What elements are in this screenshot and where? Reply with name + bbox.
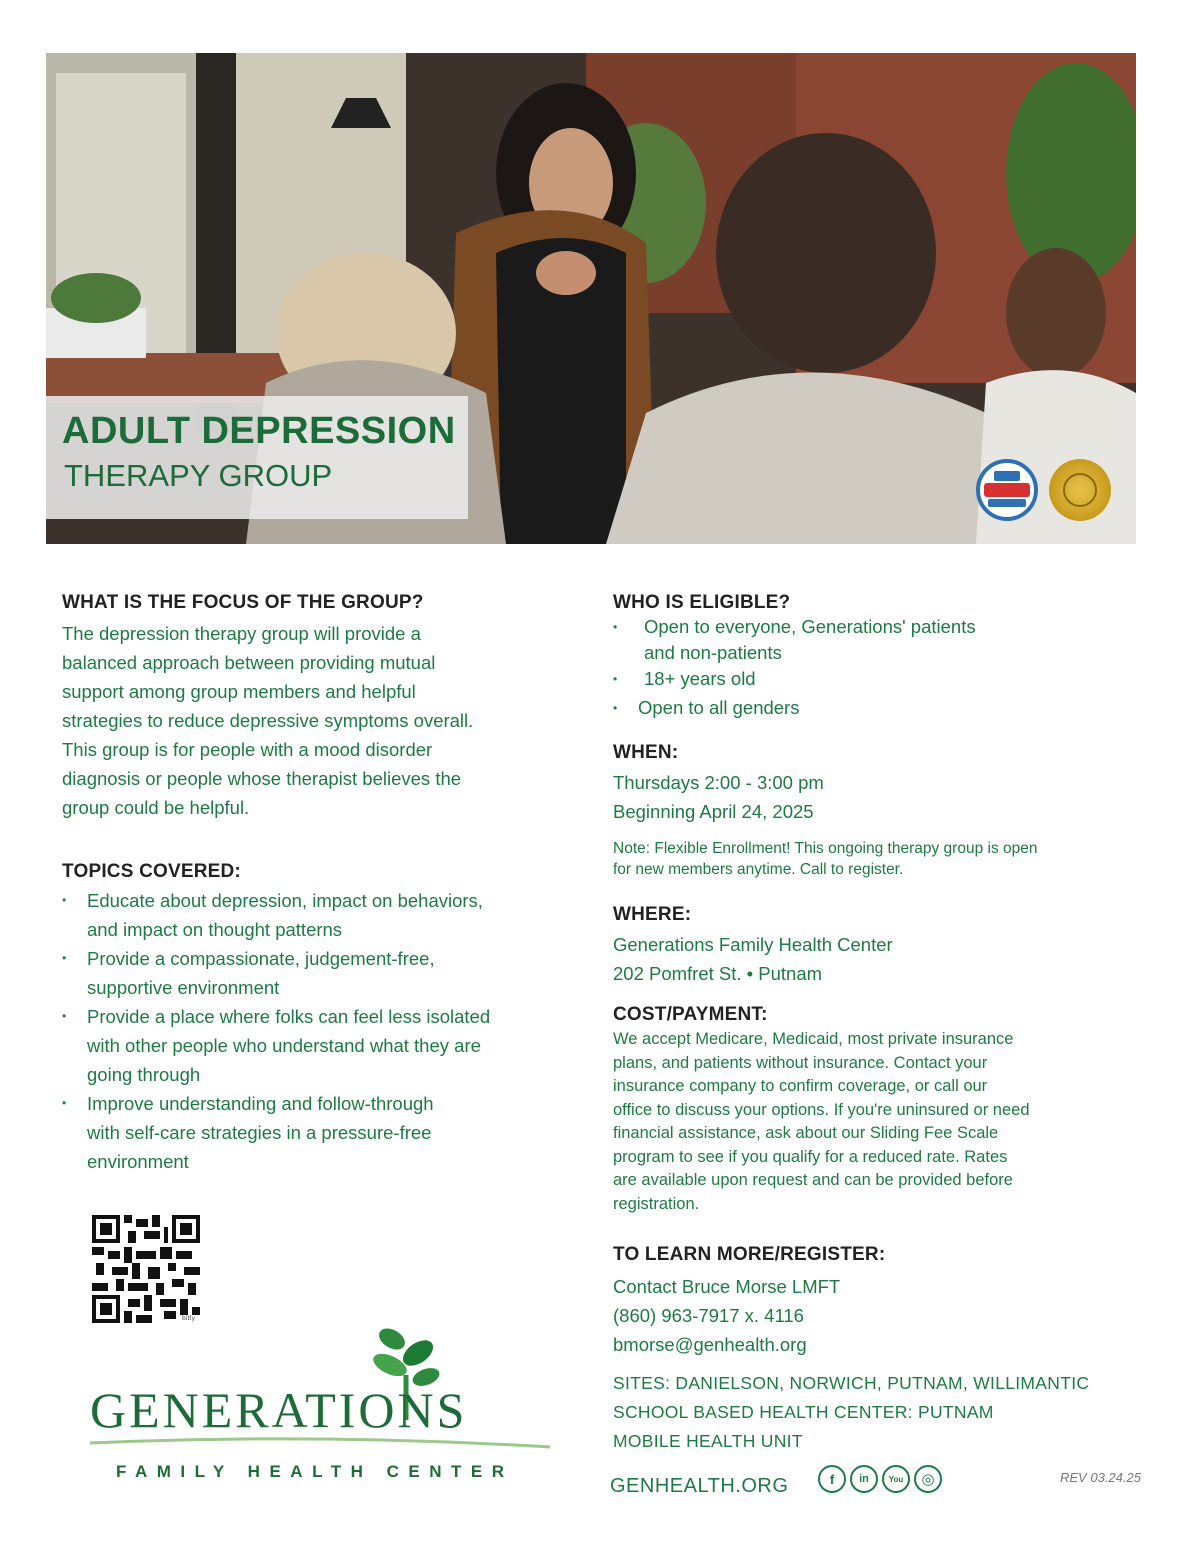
page-subtitle: THERAPY GROUP: [64, 458, 333, 493]
qr-code[interactable]: [92, 1215, 200, 1323]
hero-photo-banner: [46, 53, 1136, 544]
revision-date: REV 03.24.25: [1060, 1470, 1141, 1485]
list-item: • Open to all genders: [613, 695, 976, 721]
enrollment-note: Note: Flexible Enrollment! This ongoing therapy group is open for new members anytime. Call to register.: [613, 840, 1038, 878]
qr-caption: bitly: [182, 1315, 196, 1322]
cost-heading: COST/PAYMENT:: [613, 1004, 768, 1025]
youtube-icon[interactable]: You: [882, 1465, 910, 1493]
topics-list: [62, 886, 490, 1176]
register-contact: [613, 1272, 840, 1359]
facebook-icon[interactable]: f: [818, 1465, 846, 1493]
list-item: • Provide a place where folks can feel less isolated with other people who understand what they are going through: [62, 1002, 490, 1089]
logo-wordmark: GENERATIONS: [90, 1382, 468, 1438]
focus-heading: WHAT IS THE FOCUS OF THE GROUP?: [62, 592, 424, 613]
contact-email[interactable]: bmorse@genhealth.org: [613, 1334, 807, 1355]
social-links: [818, 1465, 942, 1493]
eligible-heading: WHO IS ELIGIBLE?: [613, 592, 791, 613]
linkedin-icon[interactable]: in: [850, 1465, 878, 1493]
list-item: • Educate about depression, impact on behaviors, and impact on thought patterns: [62, 886, 490, 944]
contact-phone[interactable]: (860) 963-7917 x. 4116: [613, 1305, 804, 1326]
logo-tagline: FAMILY HEALTH CENTER: [116, 1462, 514, 1481]
contact-name: Contact Bruce Morse LMFT: [613, 1276, 841, 1297]
list-item: • Improve understanding and follow-through with self-care strategies in a pressure-free environment: [62, 1089, 490, 1176]
sites-list: SITES: DANIELSON, NORWICH, PUTNAM, WILLIMANTIC SCHOOL BASED HEALTH CENTER: PUTNAM MOBILE HEALTH UNIT: [613, 1373, 1090, 1451]
title-banner: [46, 396, 468, 519]
website-link[interactable]: GENHEALTH.ORG: [610, 1475, 789, 1497]
list-item: • Open to everyone, Generations' patients and non-patients: [613, 614, 976, 666]
where-heading: WHERE:: [613, 904, 692, 925]
instagram-icon[interactable]: ◎: [914, 1465, 942, 1493]
list-item: • 18+ years old: [613, 666, 976, 692]
when-heading: WHEN:: [613, 742, 679, 763]
focus-text: The depression therapy group will provide a balanced approach between providing mutual support among group members and helpful strategies to reduce depressive symptoms overall. This group is for people with a mood disorder diagnosis or people whose therapist believes the group could be helpful.: [62, 623, 474, 818]
eligible-list: [613, 614, 976, 721]
register-heading: TO LEARN MORE/REGISTER:: [613, 1244, 886, 1265]
when-text: Thursdays 2:00 - 3:00 pm Beginning April 24, 2025: [613, 772, 824, 822]
generations-logo: [90, 1325, 560, 1485]
list-item: • Provide a compassionate, judgement-free, supportive environment: [62, 944, 490, 1002]
where-text: Generations Family Health Center 202 Pomfret St. • Putnam: [613, 934, 893, 984]
ncqa-seal-icon: [976, 459, 1038, 521]
page-title: ADULT DEPRESSION: [62, 410, 456, 452]
cost-text: We accept Medicare, Medicaid, most private insurance plans, and patients without insurance. Contact your insurance company to confirm coverage, or call our office to discuss your options. If you're uninsured or need financial assistance, ask about our Sliding Fee Scale program to see if you qualify for a reduced rate. Rates are available upon request and can be provided before registration.: [613, 1030, 1030, 1213]
joint-commission-seal-icon: [1049, 459, 1111, 521]
topics-heading: TOPICS COVERED:: [62, 861, 241, 882]
